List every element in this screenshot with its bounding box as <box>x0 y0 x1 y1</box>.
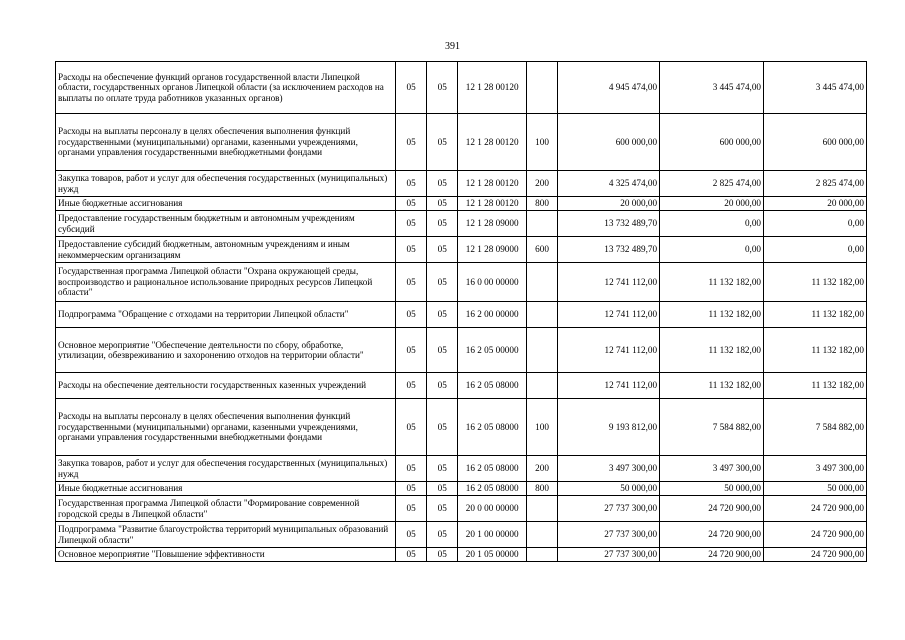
section-code-cell: 05 <box>395 496 426 522</box>
section-code-cell: 05 <box>395 237 426 263</box>
section-code-cell: 05 <box>395 197 426 211</box>
amount-1-cell: 12 741 112,00 <box>558 373 660 399</box>
target-code-cell: 12 1 28 09000 <box>458 237 527 263</box>
expense-type-cell: 800 <box>526 482 557 496</box>
expense-type-cell: 800 <box>526 197 557 211</box>
amount-2-cell: 20 000,00 <box>660 197 764 211</box>
table-row <box>56 302 867 328</box>
amount-1-cell: 12 741 112,00 <box>558 263 660 302</box>
target-code-cell: 16 2 05 00000 <box>458 328 527 373</box>
amount-1-cell: 12 741 112,00 <box>558 302 660 328</box>
expense-type-cell <box>526 522 557 548</box>
subsection-code-cell: 05 <box>427 62 458 114</box>
amount-1-cell: 12 741 112,00 <box>558 328 660 373</box>
amount-3-cell: 24 720 900,00 <box>764 522 867 548</box>
amount-2-cell: 600 000,00 <box>660 114 764 171</box>
target-code-cell: 12 1 28 00120 <box>458 171 527 197</box>
expense-type-cell <box>526 302 557 328</box>
table-row <box>56 328 867 373</box>
amount-2-cell: 0,00 <box>660 237 764 263</box>
expense-type-cell <box>526 496 557 522</box>
amount-1-cell: 4 945 474,00 <box>558 62 660 114</box>
subsection-code-cell: 05 <box>427 263 458 302</box>
row-name-cell: Подпрограмма "Обращение с отходами на территории Липецкой области" <box>56 302 396 328</box>
subsection-code-cell: 05 <box>427 197 458 211</box>
amount-2-cell: 24 720 900,00 <box>660 496 764 522</box>
section-code-cell: 05 <box>395 328 426 373</box>
subsection-code-cell: 05 <box>427 496 458 522</box>
section-code-cell: 05 <box>395 399 426 456</box>
amount-2-cell: 2 825 474,00 <box>660 171 764 197</box>
table-row <box>56 211 867 237</box>
amount-2-cell: 11 132 182,00 <box>660 328 764 373</box>
amount-3-cell: 3 497 300,00 <box>764 456 867 482</box>
amount-2-cell: 7 584 882,00 <box>660 399 764 456</box>
amount-1-cell: 13 732 489,70 <box>558 211 660 237</box>
amount-1-cell: 27 737 300,00 <box>558 548 660 562</box>
subsection-code-cell: 05 <box>427 482 458 496</box>
expense-type-cell <box>526 328 557 373</box>
table-row <box>56 171 867 197</box>
amount-3-cell: 0,00 <box>764 237 867 263</box>
amount-3-cell: 7 584 882,00 <box>764 399 867 456</box>
table-row <box>56 237 867 263</box>
section-code-cell: 05 <box>395 373 426 399</box>
amount-3-cell: 24 720 900,00 <box>764 548 867 562</box>
section-code-cell: 05 <box>395 482 426 496</box>
row-name-cell: Расходы на обеспечение функций органов государственной власти Липецкой области, государственных органов Липецкой области (за исключением расходов на выплаты по оплате труда работников указанных органов) <box>56 62 396 114</box>
amount-2-cell: 24 720 900,00 <box>660 548 764 562</box>
subsection-code-cell: 05 <box>427 456 458 482</box>
table-body <box>56 62 867 562</box>
amount-2-cell: 0,00 <box>660 211 764 237</box>
amount-2-cell: 11 132 182,00 <box>660 302 764 328</box>
amount-3-cell: 11 132 182,00 <box>764 373 867 399</box>
row-name-cell: Иные бюджетные ассигнования <box>56 482 396 496</box>
subsection-code-cell: 05 <box>427 522 458 548</box>
amount-1-cell: 13 732 489,70 <box>558 237 660 263</box>
section-code-cell: 05 <box>395 456 426 482</box>
row-name-cell: Подпрограмма "Развитие благоустройства территорий муниципальных образований Липецкой области" <box>56 522 396 548</box>
target-code-cell: 16 2 05 08000 <box>458 482 527 496</box>
table-row <box>56 114 867 171</box>
table-row <box>56 197 867 211</box>
target-code-cell: 16 2 05 08000 <box>458 456 527 482</box>
target-code-cell: 16 2 05 08000 <box>458 399 527 456</box>
row-name-cell: Государственная программа Липецкой области "Охрана окружающей среды, воспроизводство и рациональное использование природных ресурсов Липецкой области" <box>56 263 396 302</box>
budget-table <box>55 61 867 562</box>
table-row <box>56 456 867 482</box>
row-name-cell: Иные бюджетные ассигнования <box>56 197 396 211</box>
amount-2-cell: 50 000,00 <box>660 482 764 496</box>
target-code-cell: 20 1 05 00000 <box>458 548 527 562</box>
amount-1-cell: 27 737 300,00 <box>558 496 660 522</box>
expense-type-cell <box>526 211 557 237</box>
expense-type-cell <box>526 373 557 399</box>
section-code-cell: 05 <box>395 548 426 562</box>
expense-type-cell: 100 <box>526 114 557 171</box>
subsection-code-cell: 05 <box>427 548 458 562</box>
amount-1-cell: 600 000,00 <box>558 114 660 171</box>
target-code-cell: 12 1 28 09000 <box>458 211 527 237</box>
target-code-cell: 12 1 28 00120 <box>458 114 527 171</box>
subsection-code-cell: 05 <box>427 211 458 237</box>
amount-2-cell: 3 445 474,00 <box>660 62 764 114</box>
target-code-cell: 20 0 00 00000 <box>458 496 527 522</box>
row-name-cell: Основное мероприятие "Обеспечение деятельности по сбору, обработке, утилизации, обезвреживанию и захоронению отходов на территории области" <box>56 328 396 373</box>
subsection-code-cell: 05 <box>427 114 458 171</box>
subsection-code-cell: 05 <box>427 373 458 399</box>
target-code-cell: 12 1 28 00120 <box>458 197 527 211</box>
table-row <box>56 399 867 456</box>
table-row <box>56 496 867 522</box>
amount-1-cell: 3 497 300,00 <box>558 456 660 482</box>
table-row <box>56 522 867 548</box>
subsection-code-cell: 05 <box>427 328 458 373</box>
amount-1-cell: 4 325 474,00 <box>558 171 660 197</box>
expense-type-cell <box>526 62 557 114</box>
expense-type-cell: 200 <box>526 456 557 482</box>
amount-3-cell: 600 000,00 <box>764 114 867 171</box>
amount-3-cell: 11 132 182,00 <box>764 263 867 302</box>
table-row <box>56 373 867 399</box>
amount-3-cell: 0,00 <box>764 211 867 237</box>
amount-2-cell: 11 132 182,00 <box>660 373 764 399</box>
section-code-cell: 05 <box>395 522 426 548</box>
amount-3-cell: 24 720 900,00 <box>764 496 867 522</box>
amount-2-cell: 3 497 300,00 <box>660 456 764 482</box>
target-code-cell: 12 1 28 00120 <box>458 62 527 114</box>
section-code-cell: 05 <box>395 211 426 237</box>
expense-type-cell: 100 <box>526 399 557 456</box>
table-row <box>56 62 867 114</box>
target-code-cell: 16 0 00 00000 <box>458 263 527 302</box>
row-name-cell: Предоставление субсидий бюджетным, автономным учреждениям и иным некоммерческим организациям <box>56 237 396 263</box>
amount-3-cell: 20 000,00 <box>764 197 867 211</box>
amount-1-cell: 50 000,00 <box>558 482 660 496</box>
section-code-cell: 05 <box>395 171 426 197</box>
row-name-cell: Предоставление государственным бюджетным и автономным учреждениям субсидий <box>56 211 396 237</box>
section-code-cell: 05 <box>395 302 426 328</box>
table-row <box>56 548 867 562</box>
subsection-code-cell: 05 <box>427 237 458 263</box>
section-code-cell: 05 <box>395 263 426 302</box>
table-row <box>56 482 867 496</box>
row-name-cell: Расходы на обеспечение деятельности государственных казенных учреждений <box>56 373 396 399</box>
amount-3-cell: 50 000,00 <box>764 482 867 496</box>
target-code-cell: 20 1 00 00000 <box>458 522 527 548</box>
amount-3-cell: 3 445 474,00 <box>764 62 867 114</box>
row-name-cell: Закупка товаров, работ и услуг для обеспечения государственных (муниципальных) нужд <box>56 456 396 482</box>
subsection-code-cell: 05 <box>427 171 458 197</box>
section-code-cell: 05 <box>395 114 426 171</box>
row-name-cell: Закупка товаров, работ и услуг для обеспечения государственных (муниципальных) нужд <box>56 171 396 197</box>
expense-type-cell <box>526 263 557 302</box>
expense-type-cell: 600 <box>526 237 557 263</box>
amount-3-cell: 11 132 182,00 <box>764 328 867 373</box>
page-number: 391 <box>445 41 460 52</box>
expense-type-cell <box>526 548 557 562</box>
amount-3-cell: 2 825 474,00 <box>764 171 867 197</box>
amount-1-cell: 20 000,00 <box>558 197 660 211</box>
table-row <box>56 263 867 302</box>
amount-2-cell: 24 720 900,00 <box>660 522 764 548</box>
row-name-cell: Государственная программа Липецкой области "Формирование современной городской среды в Липецкой области" <box>56 496 396 522</box>
subsection-code-cell: 05 <box>427 302 458 328</box>
row-name-cell: Расходы на выплаты персоналу в целях обеспечения выполнения функций государственными (муниципальными) органами, казенными учреждениями, органами управления государственными внебюджетными фондами <box>56 114 396 171</box>
amount-1-cell: 9 193 812,00 <box>558 399 660 456</box>
subsection-code-cell: 05 <box>427 399 458 456</box>
row-name-cell: Основное мероприятие "Повышение эффективности <box>56 548 396 562</box>
row-name-cell: Расходы на выплаты персоналу в целях обеспечения выполнения функций государственными (муниципальными) органами, казенными учреждениями, органами управления государственными внебюджетными фондами <box>56 399 396 456</box>
amount-2-cell: 11 132 182,00 <box>660 263 764 302</box>
amount-1-cell: 27 737 300,00 <box>558 522 660 548</box>
amount-3-cell: 11 132 182,00 <box>764 302 867 328</box>
expense-type-cell: 200 <box>526 171 557 197</box>
target-code-cell: 16 2 05 08000 <box>458 373 527 399</box>
target-code-cell: 16 2 00 00000 <box>458 302 527 328</box>
section-code-cell: 05 <box>395 62 426 114</box>
